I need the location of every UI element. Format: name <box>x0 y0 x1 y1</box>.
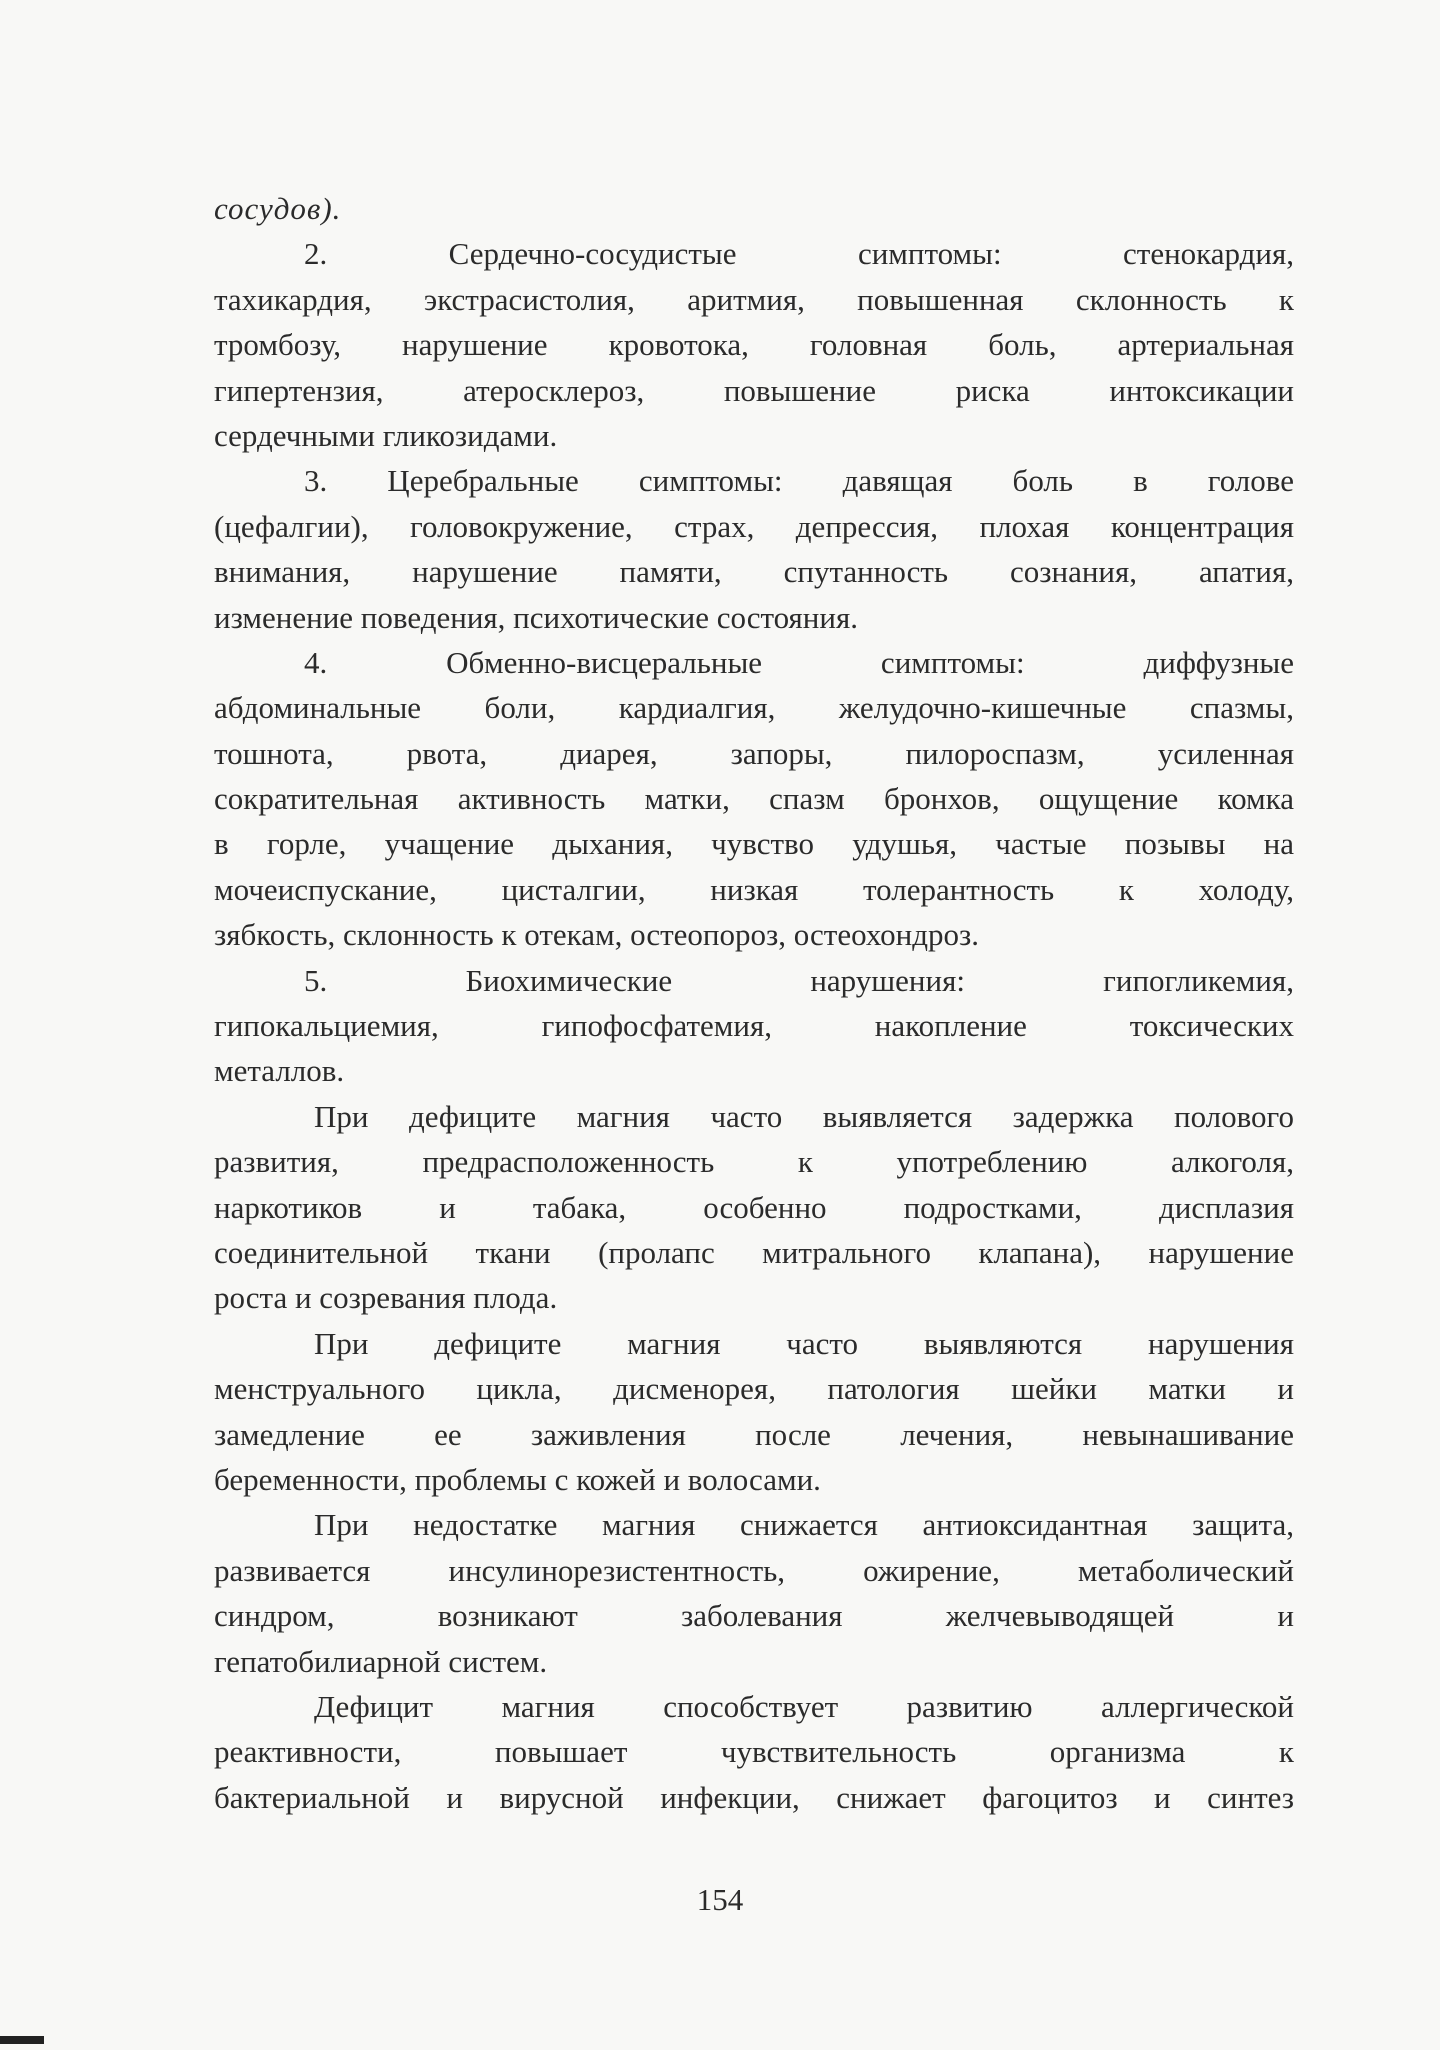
text-line: внимания, нарушение памяти, спутанность сознания, апатия, <box>214 554 1294 590</box>
text-line: сократительная активность матки, спазм бронхов, ощущение комка <box>214 781 1294 817</box>
text-line: тромбозу, нарушение кровотока, головная боль, артериальная <box>214 327 1294 363</box>
text-line: замедление ее заживления после лечения, невынашивание <box>214 1416 1294 1452</box>
text-line: наркотиков и табака, особенно подростками, дисплазия <box>214 1189 1294 1225</box>
text-line: развивается инсулинорезистентность, ожирение, метаболический <box>214 1552 1294 1588</box>
text-line: зябкость, склонность к отекам, остеопороз, остеохондроз. <box>214 917 980 953</box>
text-line: 3. Церебральные симптомы: давящая боль в голове <box>304 463 1294 499</box>
text-line: 2. Сердечно-сосудистые симптомы: стенокардия, <box>304 236 1294 272</box>
text-line: тахикардия, экстрасистолия, аритмия, повышенная склонность к <box>214 281 1294 317</box>
text-line: реактивности, повышает чувствительность организма к <box>214 1734 1294 1770</box>
text-line: гипокальциемия, гипофосфатемия, накопление токсических <box>214 1008 1294 1044</box>
text-line: При дефиците магния часто выявляются нарушения <box>314 1325 1294 1361</box>
text-line: металлов. <box>214 1053 345 1089</box>
text-line: мочеиспускание, цисталгии, низкая толерантность к холоду, <box>214 871 1294 907</box>
text-line: (цефалгии), головокружение, страх, депрессия, плохая концентрация <box>214 508 1294 544</box>
text-line: тошнота, рвота, диарея, запоры, пилороспазм, усиленная <box>214 735 1294 771</box>
text-line: развития, предрасположенность к употреблению алкоголя, <box>214 1144 1294 1180</box>
text-line: 5. Биохимические нарушения: гипогликемия, <box>304 962 1294 998</box>
text-line: сердечными гликозидами. <box>214 417 558 453</box>
text-line: сосудов). <box>214 191 342 226</box>
scan-edge-mark <box>0 2036 44 2044</box>
text-line: абдоминальные боли, кардиалгия, желудочно-кишечные спазмы, <box>214 690 1294 726</box>
text-line: беременности, проблемы с кожей и волосами. <box>214 1461 821 1497</box>
text-line: гипертензия, атеросклероз, повышение риска интоксикации <box>214 372 1294 408</box>
page-number: 154 <box>696 1882 744 1917</box>
text-line: соединительной ткани (пролапс митрального клапана), нарушение <box>214 1234 1294 1270</box>
text-line: изменение поведения, психотические состояния. <box>214 599 858 635</box>
text-line: в горле, учащение дыхания, чувство удушья, частые позывы на <box>214 826 1294 862</box>
text-line: роста и созревания плода. <box>214 1280 558 1316</box>
text-line: бактериальной и вирусной инфекции, снижает фагоцитоз и синтез <box>214 1779 1294 1815</box>
text-line: 4. Обменно-висцеральные симптомы: диффузные <box>304 644 1294 680</box>
text-line: менструального цикла, дисменорея, патология шейки матки и <box>214 1371 1294 1407</box>
text-line: гепатобилиарной систем. <box>214 1643 548 1679</box>
body-text <box>214 186 1294 1820</box>
text-line: При дефиците магния часто выявляется задержка полового <box>314 1098 1294 1134</box>
text-line: синдром, возникают заболевания желчевыводящей и <box>214 1598 1294 1634</box>
text-line: При недостатке магния снижается антиоксидантная защита, <box>314 1507 1294 1543</box>
text-line: Дефицит магния способствует развитию аллергической <box>314 1688 1294 1724</box>
